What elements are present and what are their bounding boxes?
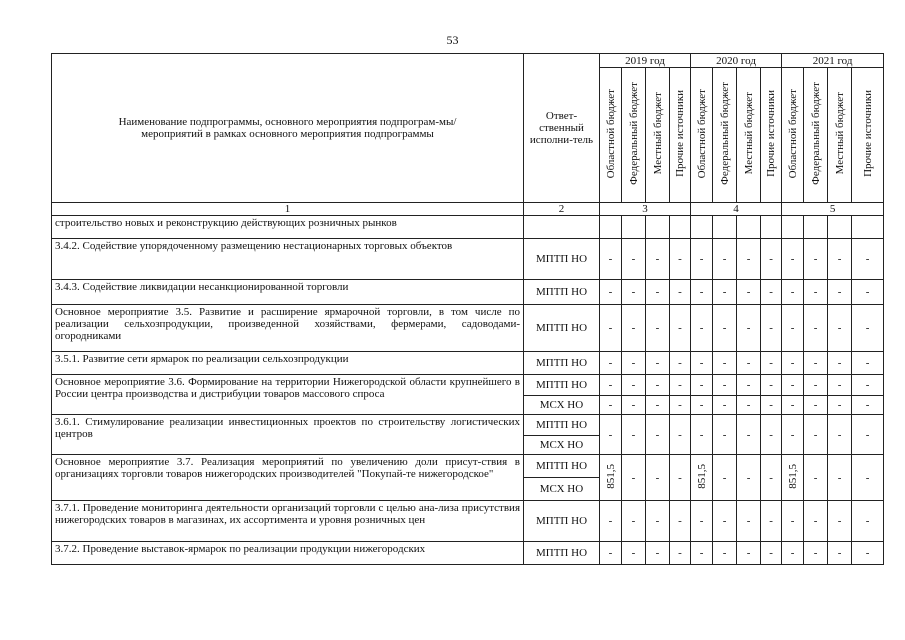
table-row — [52, 280, 884, 305]
value-label: 851,5 — [604, 463, 617, 489]
value-cell: - — [622, 280, 646, 305]
header-source-label: Федеральный бюджет — [718, 82, 731, 185]
value-cell: - — [713, 415, 737, 455]
header-source — [782, 68, 804, 203]
value-cell: - — [804, 352, 828, 375]
value-cell: - — [600, 501, 622, 542]
value-cell: - — [713, 455, 737, 501]
table-row — [52, 455, 884, 478]
value-cell: - — [737, 280, 761, 305]
value-cell: - — [646, 375, 670, 396]
row-responsible: МСХ НО — [524, 478, 600, 501]
value-cell: - — [713, 396, 737, 415]
value-cell: - — [622, 501, 646, 542]
value-cell: - — [691, 352, 713, 375]
value-cell — [691, 455, 713, 501]
header-source-label: Областной бюджет — [695, 88, 708, 179]
row-responsible: МПТП НО — [524, 375, 600, 396]
row-name: 3.4.3. Содействие ликвидации несанкционированной торговли — [52, 280, 524, 305]
value-cell: - — [622, 455, 646, 501]
value-cell: - — [782, 375, 804, 396]
column-number: 1 — [52, 203, 524, 216]
value-cell: - — [646, 415, 670, 455]
header-year-2019: 2019 год — [600, 54, 691, 68]
value-cell: - — [737, 542, 761, 565]
value-cell: - — [691, 396, 713, 415]
row-responsible: МПТП НО — [524, 305, 600, 352]
value-cell: - — [691, 542, 713, 565]
value-cell: - — [852, 352, 884, 375]
row-responsible: МСХ НО — [524, 436, 600, 455]
table-row — [52, 216, 884, 239]
column-number: 3 — [600, 203, 691, 216]
value-cell: - — [737, 239, 761, 280]
value-cell: - — [713, 305, 737, 352]
value-cell: - — [852, 396, 884, 415]
value-cell: - — [804, 280, 828, 305]
value-cell: - — [852, 239, 884, 280]
value-cell: - — [737, 396, 761, 415]
table-row — [52, 239, 884, 280]
value-cell: - — [691, 375, 713, 396]
header-source — [737, 68, 761, 203]
column-number: 2 — [524, 203, 600, 216]
value-cell: - — [713, 239, 737, 280]
value-cell: - — [761, 280, 782, 305]
header-source-label: Областной бюджет — [604, 88, 617, 179]
value-cell — [782, 455, 804, 501]
value-cell: - — [600, 415, 622, 455]
value-cell: - — [804, 239, 828, 280]
value-cell: - — [828, 375, 852, 396]
value-cell: - — [646, 455, 670, 501]
value-cell: - — [737, 455, 761, 501]
value-cell: - — [782, 396, 804, 415]
value-cell: - — [761, 501, 782, 542]
table-row — [52, 415, 884, 436]
value-cell — [761, 216, 782, 239]
value-cell: - — [646, 305, 670, 352]
value-cell: - — [852, 375, 884, 396]
header-source-label: Местный бюджет — [651, 92, 664, 175]
value-cell: - — [804, 375, 828, 396]
value-cell: - — [600, 352, 622, 375]
column-number: 5 — [782, 203, 884, 216]
header-source — [828, 68, 852, 203]
value-cell: - — [828, 280, 852, 305]
value-cell: - — [600, 280, 622, 305]
value-cell: - — [691, 305, 713, 352]
value-cell: - — [782, 415, 804, 455]
row-responsible — [524, 216, 600, 239]
value-cell: - — [622, 352, 646, 375]
table-body — [52, 216, 884, 565]
value-cell: - — [782, 280, 804, 305]
header-source — [646, 68, 670, 203]
value-cell: - — [852, 542, 884, 565]
value-cell: - — [691, 280, 713, 305]
value-cell: - — [670, 280, 691, 305]
value-cell: - — [670, 396, 691, 415]
header-source-label: Федеральный бюджет — [809, 82, 822, 185]
row-responsible: МСХ НО — [524, 396, 600, 415]
row-responsible: МПТП НО — [524, 542, 600, 565]
value-cell: - — [828, 352, 852, 375]
value-cell: - — [600, 239, 622, 280]
value-cell: - — [761, 239, 782, 280]
value-cell: - — [737, 501, 761, 542]
row-responsible: МПТП НО — [524, 455, 600, 478]
value-cell: - — [852, 501, 884, 542]
value-cell — [600, 455, 622, 501]
row-responsible: МПТП НО — [524, 501, 600, 542]
value-cell: - — [804, 396, 828, 415]
header-source-label: Федеральный бюджет — [627, 82, 640, 185]
row-name: Основное мероприятие 3.6. Формирование на территории Нижегородской области крупнейшего в России центра производства и дистрибуции товаров массового спроса — [52, 375, 524, 415]
value-cell: - — [804, 501, 828, 542]
value-cell: - — [622, 305, 646, 352]
row-name: 3.4.2. Содействие упорядоченному размещению нестационарных торговых объектов — [52, 239, 524, 280]
value-cell: - — [691, 239, 713, 280]
header-source — [691, 68, 713, 203]
value-cell: - — [670, 239, 691, 280]
value-cell: - — [670, 501, 691, 542]
row-responsible: МПТП НО — [524, 352, 600, 375]
value-cell — [646, 216, 670, 239]
value-cell: - — [804, 305, 828, 352]
header-year-2021: 2021 год — [782, 54, 884, 68]
value-cell — [600, 216, 622, 239]
header-source — [670, 68, 691, 203]
value-cell: - — [646, 239, 670, 280]
row-name: строительство новых и реконструкцию действующих розничных рынков — [52, 216, 524, 239]
value-label: 851,5 — [695, 463, 708, 489]
value-cell: - — [691, 415, 713, 455]
row-name: 3.7.2. Проведение выставок-ярмарок по реализации продукции нижегородских — [52, 542, 524, 565]
value-cell: - — [761, 396, 782, 415]
value-cell: - — [761, 375, 782, 396]
header-responsible: Ответ-ственный исполни-тель — [524, 54, 600, 203]
value-cell: - — [828, 396, 852, 415]
value-cell: - — [646, 352, 670, 375]
value-cell: - — [737, 415, 761, 455]
value-cell: - — [852, 305, 884, 352]
header-source-label: Прочие источники — [674, 90, 687, 177]
row-name: 3.7.1. Проведение мониторинга деятельности организаций торговли с целью ана-лиза присутствия нижегородских товаров в магазинах, их ассортимента и уровня розничных цен — [52, 501, 524, 542]
value-cell: - — [852, 455, 884, 501]
value-cell: - — [737, 352, 761, 375]
value-cell: - — [622, 239, 646, 280]
value-cell: - — [646, 396, 670, 415]
value-cell: - — [782, 501, 804, 542]
value-cell: - — [804, 415, 828, 455]
row-responsible: МПТП НО — [524, 239, 600, 280]
value-cell: - — [804, 455, 828, 501]
header-name: Наименование подпрограммы, основного мероприятия подпрограм-мы/мероприятий в рамках основного мероприятия подпрограммы — [52, 54, 524, 203]
value-cell — [804, 216, 828, 239]
value-cell: - — [828, 415, 852, 455]
row-responsible: МПТП НО — [524, 415, 600, 436]
value-cell: - — [737, 305, 761, 352]
value-cell: - — [622, 415, 646, 455]
table-row — [52, 305, 884, 352]
value-cell: - — [828, 455, 852, 501]
value-cell: - — [737, 375, 761, 396]
value-cell: - — [713, 542, 737, 565]
value-cell: - — [828, 501, 852, 542]
value-cell: - — [828, 305, 852, 352]
header-source — [600, 68, 622, 203]
row-responsible: МПТП НО — [524, 280, 600, 305]
value-cell: - — [600, 375, 622, 396]
value-cell: - — [670, 305, 691, 352]
value-cell: - — [713, 280, 737, 305]
value-cell: - — [761, 415, 782, 455]
value-cell: - — [600, 542, 622, 565]
value-label: 851,5 — [786, 463, 799, 489]
value-cell — [737, 216, 761, 239]
row-name: 3.6.1. Стимулирование реализации инвестиционных проектов по строительству логистических центров — [52, 415, 524, 455]
value-cell: - — [782, 352, 804, 375]
value-cell: - — [670, 542, 691, 565]
budget-table — [51, 53, 884, 565]
header-source-label: Местный бюджет — [833, 92, 846, 175]
header-source-label: Прочие источники — [861, 90, 874, 177]
value-cell: - — [828, 542, 852, 565]
header-source — [804, 68, 828, 203]
value-cell: - — [670, 352, 691, 375]
value-cell: - — [761, 455, 782, 501]
value-cell: - — [646, 501, 670, 542]
table-row — [52, 375, 884, 396]
value-cell — [828, 216, 852, 239]
value-cell — [670, 216, 691, 239]
value-cell: - — [691, 501, 713, 542]
header-source — [713, 68, 737, 203]
value-cell: - — [828, 239, 852, 280]
value-cell: - — [622, 542, 646, 565]
column-number: 4 — [691, 203, 782, 216]
value-cell — [782, 216, 804, 239]
header-source — [622, 68, 646, 203]
row-name: 3.5.1. Развитие сети ярмарок по реализации сельхозпродукции — [52, 352, 524, 375]
row-name: Основное мероприятие 3.5. Развитие и расширение ярмарочной торговли, в том числе по реализации сельхозпродукции, произведенной хозяйствами, фермерами, садоводами-огородниками — [52, 305, 524, 352]
value-cell: - — [713, 375, 737, 396]
value-cell: - — [761, 352, 782, 375]
value-cell — [622, 216, 646, 239]
header-source-label: Прочие источники — [765, 90, 778, 177]
value-cell: - — [600, 396, 622, 415]
value-cell: - — [782, 305, 804, 352]
value-cell: - — [670, 375, 691, 396]
header-source-label: Областной бюджет — [786, 88, 799, 179]
header-source-label: Местный бюджет — [742, 92, 755, 175]
value-cell: - — [761, 542, 782, 565]
value-cell: - — [646, 542, 670, 565]
value-cell — [713, 216, 737, 239]
row-name: Основное мероприятие 3.7. Реализация мероприятий по увеличению доли присут-ствия в организациях торговли товаров нижегородских производителей "Покупай-те нижегородское" — [52, 455, 524, 501]
value-cell: - — [622, 375, 646, 396]
column-number-row — [52, 203, 884, 216]
value-cell: - — [804, 542, 828, 565]
table-row — [52, 542, 884, 565]
value-cell: - — [622, 396, 646, 415]
header-source — [852, 68, 884, 203]
value-cell: - — [713, 501, 737, 542]
value-cell: - — [761, 305, 782, 352]
value-cell: - — [852, 415, 884, 455]
header-year-2020: 2020 год — [691, 54, 782, 68]
page-number: 53 — [446, 33, 459, 47]
value-cell: - — [646, 280, 670, 305]
value-cell — [691, 216, 713, 239]
table-row — [52, 352, 884, 375]
value-cell — [852, 216, 884, 239]
value-cell: - — [782, 542, 804, 565]
value-cell: - — [782, 239, 804, 280]
value-cell: - — [713, 352, 737, 375]
value-cell: - — [670, 455, 691, 501]
header-source — [761, 68, 782, 203]
table-row — [52, 501, 884, 542]
value-cell: - — [670, 415, 691, 455]
value-cell: - — [852, 280, 884, 305]
value-cell: - — [600, 305, 622, 352]
